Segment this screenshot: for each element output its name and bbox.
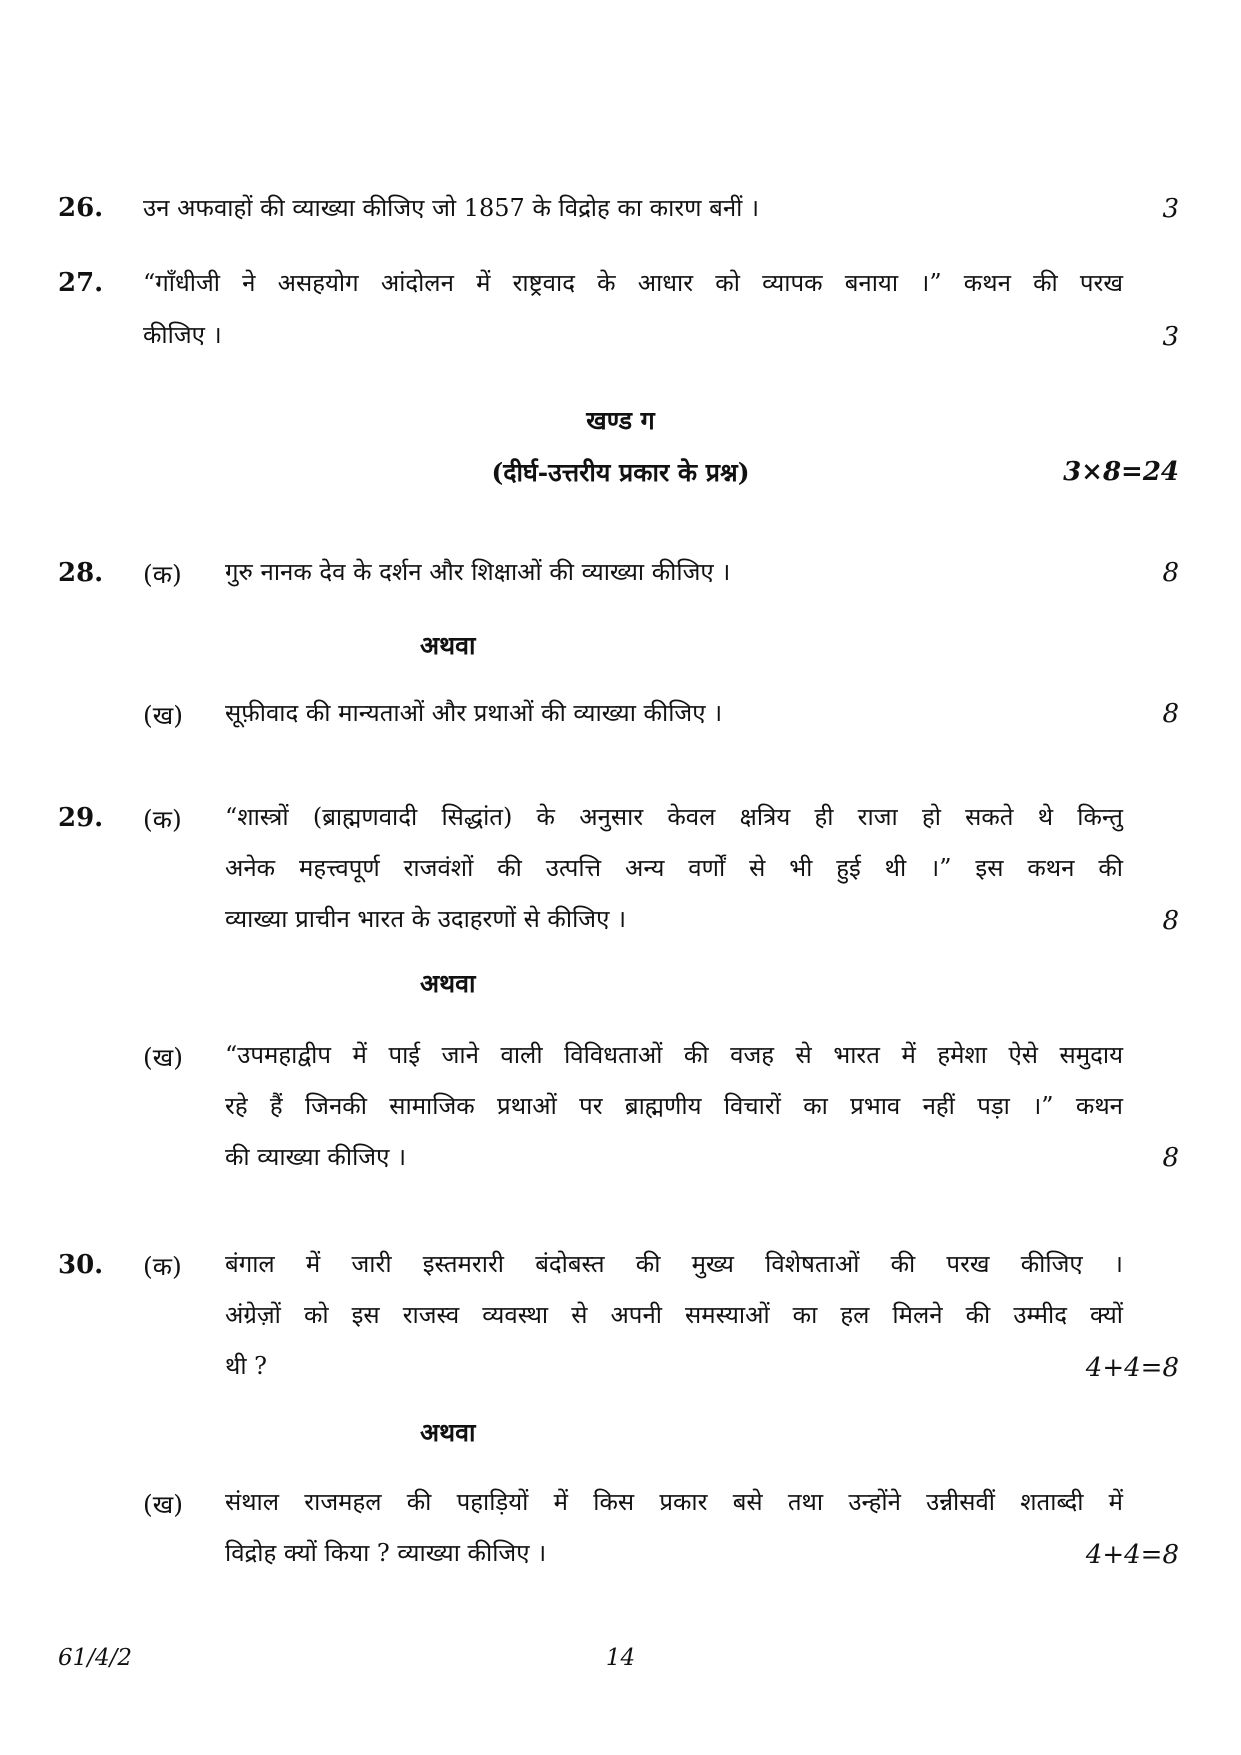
question-text-line: “उपमहाद्वीप में पाई जाने वाली विविधताओं की वजह से भारत में हमेशा ऐसे समुदाय [225,1041,1123,1069]
option-label: (ख) [143,1043,183,1072]
question-text-line: थी ? [225,1352,268,1380]
section-title: खण्ड ग [586,406,655,435]
question-text-line: व्याख्या प्राचीन भारत के उदाहरणों से कीजिए । [225,905,627,933]
section-marks: 3×8=24 [1063,457,1179,487]
question-number: 28. [58,558,104,588]
question-text-line: “शास्त्रों (ब्राह्मणवादी सिद्धांत) के अनुसार केवल क्षत्रिय ही राजा हो सकते थे किन्तु [225,803,1123,831]
option-label: (क) [143,1252,182,1281]
option-label: (ख) [143,1490,183,1519]
question-text-line: रहे हैं जिनकी सामाजिक प्रथाओं पर ब्राह्मणीय विचारों का प्रभाव नहीं पड़ा ।” कथन [225,1092,1123,1120]
marks: 3 [1162,322,1179,352]
section-subtitle: (दीर्घ-उत्तरीय प्रकार के प्रश्न) [491,458,750,487]
page-number: 14 [605,1645,636,1671]
question-text-line: की व्याख्या कीजिए । [225,1143,407,1171]
question-text: उन अफवाहों की व्याख्या कीजिए जो 1857 के विद्रोह का कारण बनीं । [143,194,760,222]
question-number: 27. [58,268,104,298]
question-text-line: अंग्रेज़ों को इस राजस्व व्यवस्था से अपनी समस्याओं का हल मिलने की उम्मीद क्यों [225,1301,1123,1329]
question-number: 30. [58,1250,104,1280]
question-number: 29. [58,803,104,833]
marks: 8 [1162,1143,1179,1173]
marks: 8 [1162,699,1179,729]
marks: 4+4=8 [1085,1353,1179,1383]
question-text-line: कीजिए । [143,321,222,349]
or-separator: अथवा [420,969,476,998]
marks: 4+4=8 [1085,1540,1179,1570]
question-text-line: “गाँधीजी ने असहयोग आंदोलन में राष्ट्रवाद के आधार को व्यापक बनाया ।” कथन की परख [143,269,1123,297]
or-separator: अथवा [420,631,476,660]
question-text: गुरु नानक देव के दर्शन और शिक्षाओं की व्याख्या कीजिए । [225,558,731,586]
question-text: सूफ़ीवाद की मान्यताओं और प्रथाओं की व्याख्या कीजिए । [225,699,723,727]
paper-code: 61/4/2 [58,1645,133,1671]
option-label: (ख) [143,701,183,730]
question-text-line: विद्रोह क्यों किया ? व्याख्या कीजिए । [225,1539,547,1567]
marks: 8 [1162,558,1179,588]
question-text-line: बंगाल में जारी इस्तमरारी बंदोबस्त की मुख्य विशेषताओं की परख कीजिए । [225,1250,1123,1278]
marks: 8 [1162,906,1179,936]
marks: 3 [1162,194,1179,224]
or-separator: अथवा [420,1418,476,1447]
question-text-line: अनेक महत्त्वपूर्ण राजवंशों की उत्पत्ति अन्य वर्णों से भी हुई थी ।” इस कथन की [225,854,1123,882]
question-number: 26. [58,193,104,223]
question-text-line: संथाल राजमहल की पहाड़ियों में किस प्रकार बसे तथा उन्होंने उन्नीसवीं शताब्दी में [225,1488,1123,1516]
option-label: (क) [143,805,182,834]
option-label: (क) [143,560,182,589]
